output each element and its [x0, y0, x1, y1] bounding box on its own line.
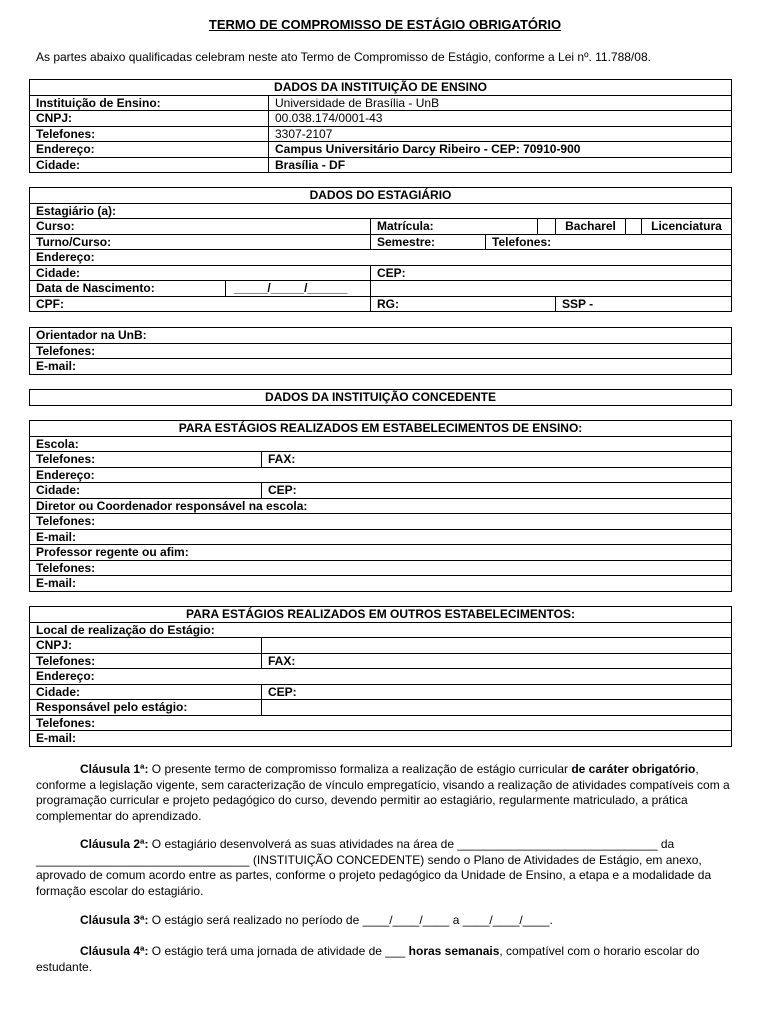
curso-field[interactable]: Curso:: [30, 219, 371, 235]
bacharel-checkbox[interactable]: [538, 219, 556, 235]
estagiario-name-field[interactable]: Estagiário (a):: [30, 203, 732, 219]
clausula-3-text: O estágio será realizado no período de ____/____/____ a ____/____/____.: [148, 913, 553, 927]
ensino-header: DADOS DA INSTITUIÇÃO DE ENSINO: [30, 80, 732, 96]
clausula-4-text-a: O estágio terá uma jornada de atividade de ___: [148, 944, 409, 958]
rg-field[interactable]: RG:: [371, 296, 556, 312]
outros-email-field[interactable]: E-mail:: [30, 731, 732, 747]
clausula-4-label: Cláusula 4ª:: [80, 944, 149, 958]
concedente-table: [29, 389, 732, 406]
diretor-email-field[interactable]: E-mail:: [30, 529, 732, 545]
ssp-field[interactable]: SSP -: [556, 296, 732, 312]
local-field[interactable]: Local de realização do Estágio:: [30, 622, 732, 638]
clausula-1-bold: de caráter obrigatório: [571, 762, 696, 776]
ensino-label: Instituição de Ensino:: [30, 95, 269, 111]
telefones-field[interactable]: Telefones:: [486, 234, 732, 250]
nascimento-empty-cell: [371, 281, 732, 297]
ensino-value[interactable]: Universidade de Brasília - UnB: [269, 95, 732, 111]
ensino-label: Endereço:: [30, 142, 269, 158]
nascimento-label: Data de Nascimento:: [30, 281, 226, 297]
clausula-2-label: Cláusula 2ª:: [80, 837, 149, 851]
licenciatura-label: Licenciatura: [642, 219, 732, 235]
estagiario-table: [29, 187, 732, 312]
diretor-telefones-field[interactable]: Telefones:: [30, 514, 732, 530]
outros-header: PARA ESTÁGIOS REALIZADOS EM OUTROS ESTABELECIMENTOS:: [30, 607, 732, 623]
clausula-3: [36, 913, 736, 929]
escola-cep-field[interactable]: CEP:: [262, 483, 732, 499]
outros-endereco-field[interactable]: Endereço:: [30, 669, 732, 685]
outros-cidade-field[interactable]: Cidade:: [30, 684, 262, 700]
cidade-field[interactable]: Cidade:: [30, 265, 371, 281]
clausula-3-label: Cláusula 3ª:: [80, 913, 149, 927]
clausula-4: [36, 944, 736, 975]
matricula-field[interactable]: Matrícula:: [371, 219, 538, 235]
ensino-value[interactable]: 00.038.174/0001-43: [269, 111, 732, 127]
ensino-value[interactable]: Campus Universitário Darcy Ribeiro - CEP: 70910-900: [269, 142, 732, 158]
document-title: TERMO DE COMPROMISSO DE ESTÁGIO OBRIGATÓRIO: [208, 17, 562, 32]
outros-fax-field[interactable]: FAX:: [262, 653, 732, 669]
intro-text: As partes abaixo qualificadas celebram neste ato Termo de Compromisso de Estágio, conforme a Lei nº. 11.788/08.: [36, 50, 651, 64]
nascimento-field[interactable]: _____/_____/______: [226, 281, 371, 297]
ensino-value[interactable]: Brasília - DF: [269, 157, 732, 173]
endereco-field[interactable]: Endereço:: [30, 250, 732, 266]
outros-table: [29, 606, 732, 747]
ensino-label: Cidade:: [30, 157, 269, 173]
clausula-1-text-a: O presente termo de compromisso formaliza a realização de estágio curricular: [148, 762, 572, 776]
escola-telefones-field[interactable]: Telefones:: [30, 452, 262, 468]
ensino-table: [29, 79, 732, 173]
ensino-label: CNPJ:: [30, 111, 269, 127]
cep-field[interactable]: CEP:: [371, 265, 732, 281]
clausula-2: [36, 837, 736, 899]
outros-telefones-field[interactable]: Telefones:: [30, 653, 262, 669]
escola-fax-field[interactable]: FAX:: [262, 452, 732, 468]
orientador-email-field[interactable]: E-mail:: [30, 359, 732, 375]
outros-cnpj-field[interactable]: CNPJ:: [30, 638, 262, 654]
outros-cnpj-value[interactable]: [262, 638, 732, 654]
orientador-table: [29, 327, 732, 375]
outros-telefones2-field[interactable]: Telefones:: [30, 715, 732, 731]
professor-telefones-field[interactable]: Telefones:: [30, 560, 732, 576]
escola-endereco-field[interactable]: Endereço:: [30, 467, 732, 483]
escola-cidade-field[interactable]: Cidade:: [30, 483, 262, 499]
turno-field[interactable]: Turno/Curso:: [30, 234, 371, 250]
concedente-header: DADOS DA INSTITUIÇÃO CONCEDENTE: [30, 390, 732, 406]
clausula-1-text-b: , conforme a legislação vigente, sem caracterização de vínculo empregatício, visando a realização de atividades compatíveis com a programação curricular e projeto pedagógico do curso, devendo permitir ao estagiário, regularmente matriculado, a prática complementar do aprendizado.: [36, 762, 730, 823]
licenciatura-checkbox[interactable]: [626, 219, 642, 235]
responsavel-value[interactable]: [262, 700, 732, 716]
outros-cep-field[interactable]: CEP:: [262, 684, 732, 700]
orientador-field[interactable]: Orientador na UnB:: [30, 328, 732, 344]
bacharel-label: Bacharel: [556, 219, 626, 235]
clausula-1-label: Cláusula 1ª:: [80, 762, 149, 776]
cpf-field[interactable]: CPF:: [30, 296, 371, 312]
clausula-1: [36, 762, 736, 824]
professor-field[interactable]: Professor regente ou afim:: [30, 545, 732, 561]
ensino-value[interactable]: 3307-2107: [269, 126, 732, 142]
semestre-field[interactable]: Semestre:: [371, 234, 486, 250]
escola-field[interactable]: Escola:: [30, 436, 732, 452]
ensino-label: Telefones:: [30, 126, 269, 142]
clausula-2-text: O estagiário desenvolverá as suas atividades na área de ______________________________ da ________________________________ (INSTITUIÇÃO CONCEDENTE) sendo o Plano de Atividades de Estágio, em anexo, aprovado de comum acordo entre as partes, conforme o projeto pedagógico da Unidade de Ensino, a etapa e a modalidade da formação escolar do estagiário.: [36, 837, 712, 898]
escola-table: [29, 420, 732, 592]
estagiario-header: DADOS DO ESTAGIÁRIO: [30, 188, 732, 204]
responsavel-field[interactable]: Responsável pelo estágio:: [30, 700, 262, 716]
escola-header: PARA ESTÁGIOS REALIZADOS EM ESTABELECIMENTOS DE ENSINO:: [30, 421, 732, 437]
professor-email-field[interactable]: E-mail:: [30, 576, 732, 592]
orientador-telefones-field[interactable]: Telefones:: [30, 343, 732, 359]
clausula-4-text-b: , compatível com o horario escolar do estudante.: [36, 944, 700, 974]
clausula-4-bold: horas semanais: [408, 944, 500, 958]
diretor-field[interactable]: Diretor ou Coordenador responsável na escola:: [30, 498, 732, 514]
